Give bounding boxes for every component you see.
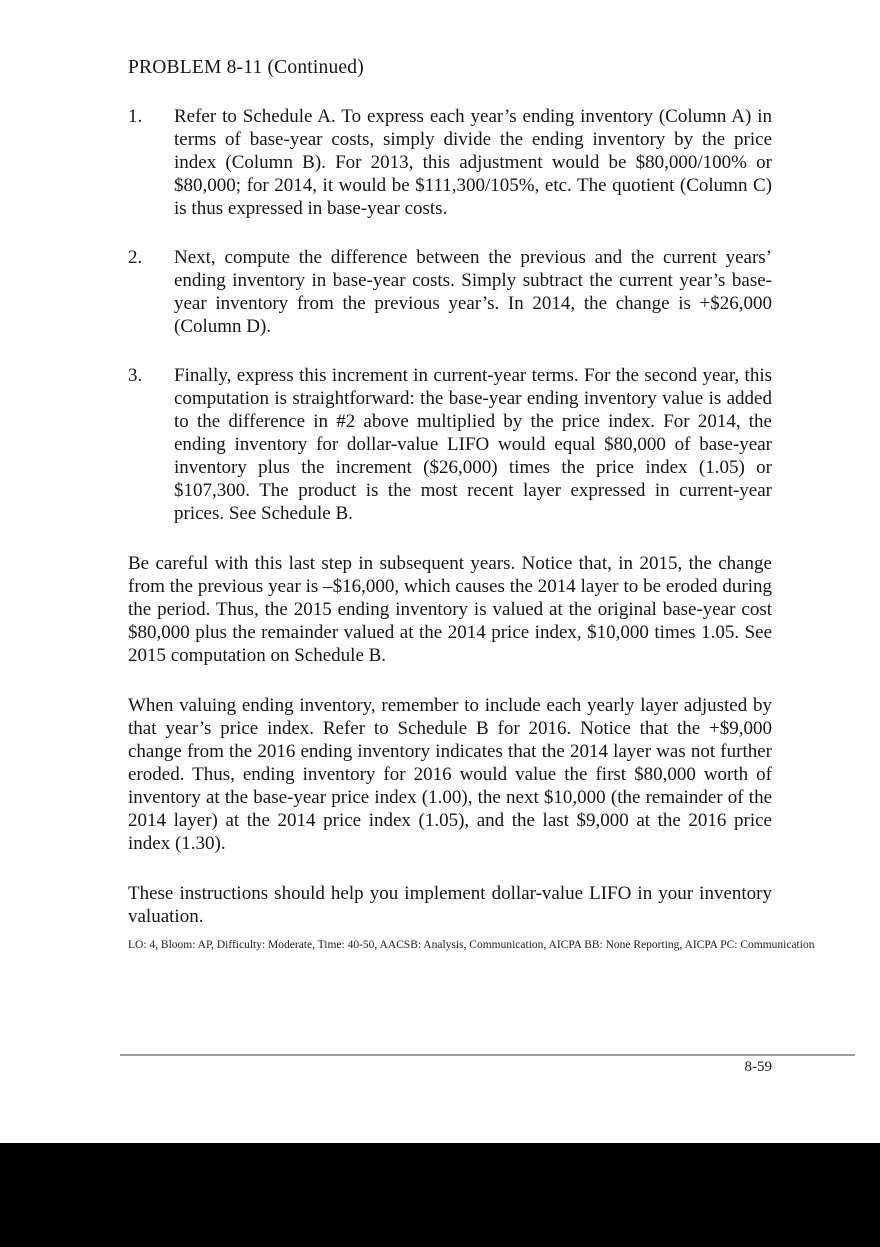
list-item-number: 2. — [128, 247, 143, 268]
list-item — [128, 246, 772, 338]
numbered-list — [128, 105, 772, 525]
footer-rule — [120, 1054, 855, 1056]
paragraph: When valuing ending inventory, remember to include each yearly layer adjusted by that year’s price index. Refer to Schedule B for 2016. Notice that the +$9,000 change from the 2016 ending inventory indicates that the 2014 layer was not further eroded. Thus, ending inventory for 2016 would value the first $80,000 worth of inventory at the base-year price index (1.00), the next $10,000 (the remainder of the 2014 layer) at the 2014 price index (1.05), and the last $9,000 at the 2016 price index (1.30). — [128, 695, 772, 854]
list-item — [128, 364, 772, 525]
list-item-number: 3. — [128, 365, 143, 386]
paragraph: These instructions should help you implement dollar-value LIFO in your inventory valuation. — [128, 883, 772, 927]
paragraph: Be careful with this last step in subsequent years. Notice that, in 2015, the change from the previous year is –$16,000, which causes the 2014 layer to be eroded during the period. Thus, the 2015 ending inventory is valued at the original base-year cost $80,000 plus the remainder valued at the 2014 price index, $10,000 times 1.05. See 2015 computation on Schedule B. — [128, 553, 772, 666]
meta-line: LO: 4, Bloom: AP, Difficulty: Moderate, Time: 40-50, AACSB: Analysis, Communication, AICPA BB: None Reporting, AICPA PC: Communication — [128, 939, 815, 951]
list-item-text: Finally, express this increment in current-year terms. For the second year, this computation is straightforward: the base-year ending inventory value is added to the difference in #2 above multiplied by the price index. For 2014, the ending inventory for dollar-value LIFO would equal $80,000 of base-year inventory plus the increment ($26,000) times the price index (1.05) or $107,300. The product is the most recent layer expressed in current-year prices. See Schedule B. — [174, 365, 772, 524]
list-item-text: Next, compute the difference between the previous and the current years’ ending inventory in base-year costs. Simply subtract the current year’s base-year inventory from the previous year’s. In 2014, the change is +$26,000 (Column D). — [174, 247, 772, 337]
page-content — [128, 56, 815, 952]
list-item — [128, 105, 772, 220]
page-title: PROBLEM 8-11 (Continued) — [128, 57, 364, 78]
list-item-text: Refer to Schedule A. To express each year’s ending inventory (Column A) in terms of base-year costs, simply divide the ending inventory by the price index (Column B). For 2013, this adjustment would be $80,000/100% or $80,000; for 2014, it would be $111,300/105%, etc. The quotient (Column C) is thus expressed in base-year costs. — [174, 106, 772, 219]
list-item-number: 1. — [128, 106, 143, 127]
body-paragraphs — [128, 552, 772, 928]
bottom-black-bar — [0, 1143, 880, 1247]
page-number: 8-59 — [744, 1059, 772, 1075]
